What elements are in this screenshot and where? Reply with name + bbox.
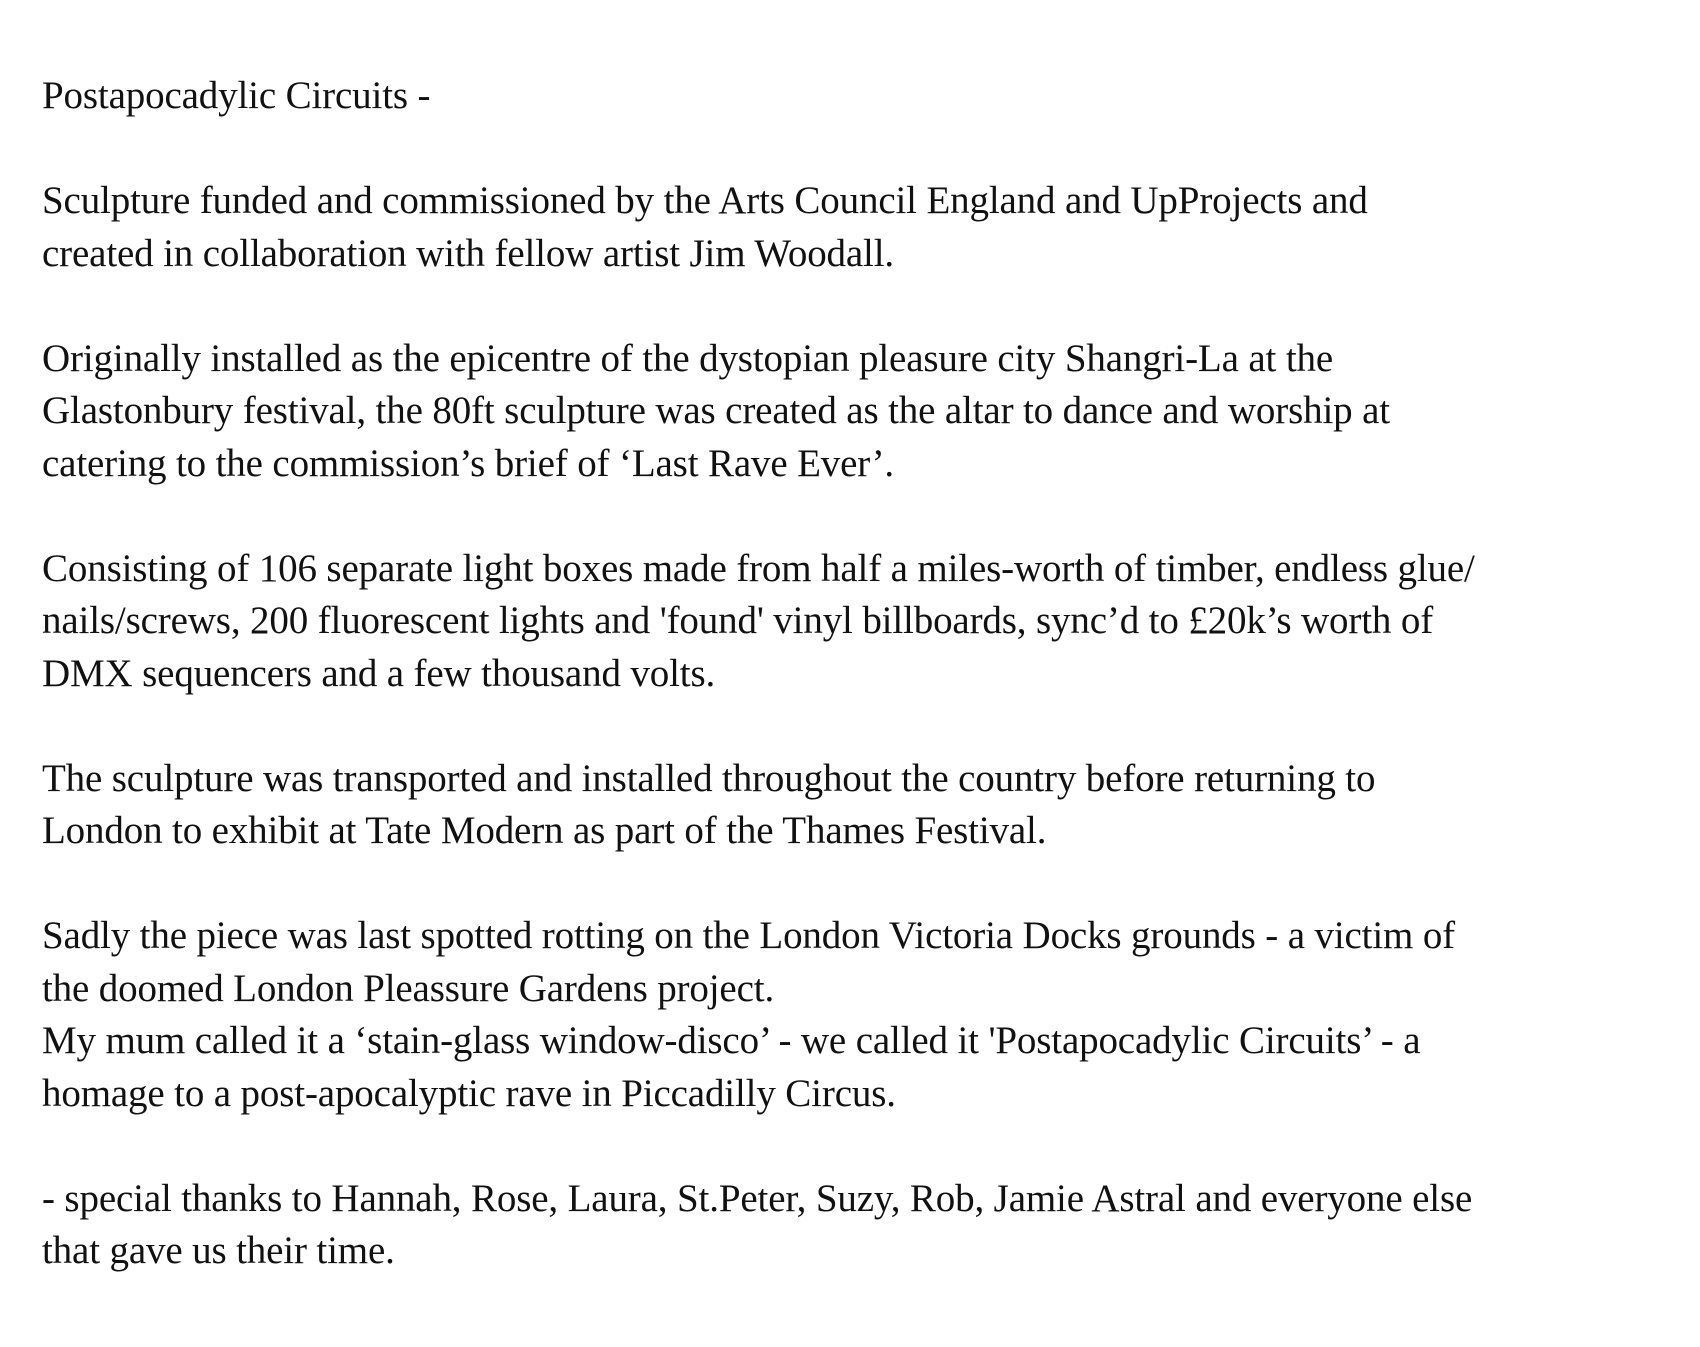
paragraph-commission (42, 175, 1692, 280)
paragraph-line: Glastonbury festival, the 80ft sculpture was created as the altar to dance and worship at (42, 389, 1390, 432)
document-title: Postapocadylic Circuits - (42, 74, 431, 117)
paragraph-fate (42, 910, 1692, 1015)
paragraph-line: Sculpture funded and commissioned by the Arts Council England and UpProjects and (42, 179, 1368, 222)
paragraph-line: Consisting of 106 separate light boxes made from half a miles-worth of timber, endless glue/ (42, 546, 1475, 590)
paragraph-naming (42, 1015, 1692, 1120)
paragraph-line: DMX sequencers and a few thousand volts. (42, 651, 716, 695)
paragraph-line: that gave us their time. (42, 1229, 395, 1272)
document-text (42, 70, 1692, 1278)
document-title-block (42, 70, 1692, 123)
paragraph-installation (42, 333, 1692, 491)
paragraph-tour (42, 753, 1692, 858)
paragraph-line: the doomed London Pleassure Gardens project. (42, 966, 775, 1010)
paragraph-line: Originally installed as the epicentre of the dystopian pleasure city Shangri-La at the (42, 336, 1334, 380)
paragraph-line: The sculpture was transported and installed throughout the country before returning to (42, 756, 1376, 800)
paragraph-line: homage to a post-apocalyptic rave in Piccadilly Circus. (42, 1071, 896, 1115)
paragraph-line: Sadly the piece was last spotted rotting on the London Victoria Docks grounds - a victim of (42, 914, 1456, 957)
paragraph-materials (42, 543, 1692, 701)
paragraph-line: catering to the commission’s brief of ‘Last Rave Ever’. (42, 441, 895, 485)
paragraph-line: - special thanks to Hannah, Rose, Laura, St.Peter, Suzy, Rob, Jamie Astral and everyone else (42, 1176, 1473, 1220)
paragraph-line: created in collaboration with fellow artist Jim Woodall. (42, 231, 895, 275)
paragraph-line: My mum called it a ‘stain-glass window-disco’ - we called it 'Postapocadylic Circuits’ - a (42, 1019, 1421, 1062)
paragraph-line: nails/screws, 200 fluorescent lights and 'found' vinyl billboards, sync’d to £20k’s worth of (42, 599, 1434, 642)
paragraph-thanks (42, 1173, 1692, 1278)
paragraph-line: London to exhibit at Tate Modern as part of the Thames Festival. (42, 809, 1047, 852)
